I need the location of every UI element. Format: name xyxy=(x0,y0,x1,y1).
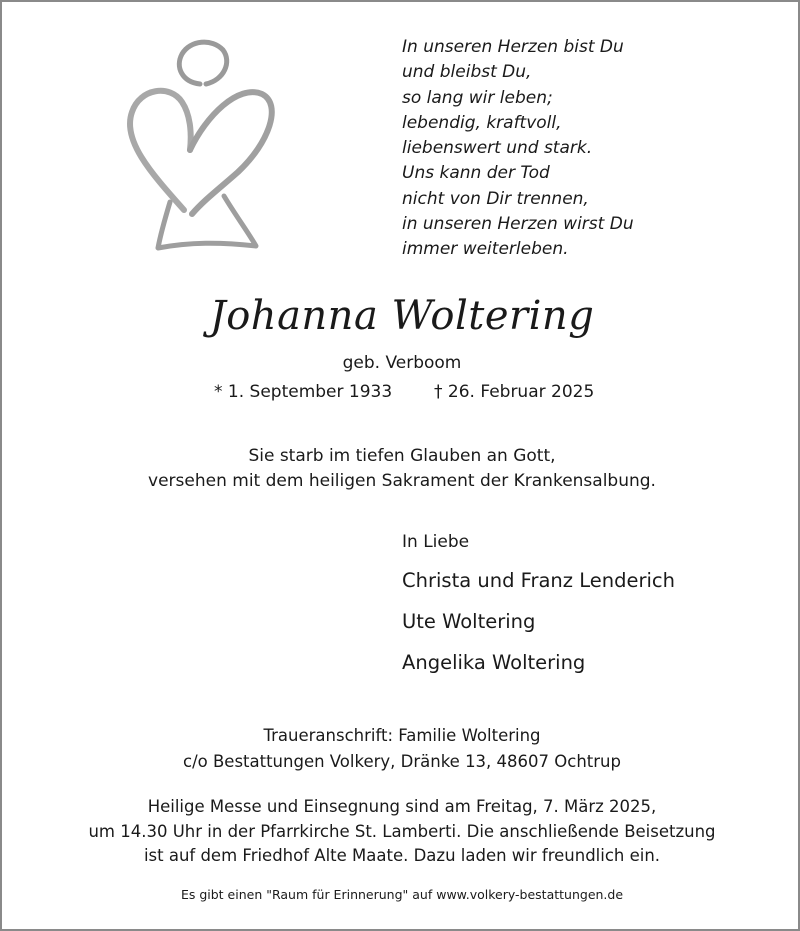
funeral-mass-info xyxy=(2,795,800,869)
mourner-name: Angelika Woltering xyxy=(402,651,586,674)
mourning-address-line: Traueranschrift: Familie Woltering xyxy=(263,726,541,745)
footer-text: Es gibt einen "Raum für Erinnerung" auf xyxy=(180,887,433,902)
poem-line: in unseren Herzen wirst Du xyxy=(402,214,634,235)
poem-line: Uns kann der Tod xyxy=(402,163,550,184)
mass-line: Heilige Messe und Einsegnung sind am Freitag, 7. März 2025, xyxy=(147,797,657,816)
angel-heart-icon xyxy=(120,32,280,257)
poem-line: und bleibst Du, xyxy=(402,62,532,83)
poem-line: liebenswert und stark. xyxy=(402,138,593,159)
mourners-intro: In Liebe xyxy=(402,532,470,552)
death-date: † 26. Februar 2025 xyxy=(434,382,595,402)
memorial-website-link[interactable]: www.volkery-bestattungen.de xyxy=(436,887,624,902)
poem-line: In unseren Herzen bist Du xyxy=(402,37,624,57)
mourner-name: Christa und Franz Lenderich xyxy=(402,569,675,592)
faith-line: versehen mit dem heiligen Sakrament der Krankensalbung. xyxy=(148,471,656,491)
faith-line: Sie starb im tiefen Glauben an Gott, xyxy=(248,446,556,466)
deceased-name: Johanna Woltering xyxy=(209,293,595,339)
mourning-address-line: c/o Bestattungen Volkery, Dränke 13, 48607 Ochtrup xyxy=(183,752,621,771)
birth-date: * 1. September 1933 xyxy=(214,382,393,402)
memorial-footer xyxy=(2,887,800,902)
faith-statement xyxy=(2,444,800,494)
poem-line: lebendig, kraftvoll, xyxy=(402,112,562,133)
poem-line: nicht von Dir trennen, xyxy=(402,188,589,209)
mass-line: ist auf dem Friedhof Alte Maate. Dazu laden wir freundlich ein. xyxy=(143,846,661,865)
poem xyxy=(402,35,634,263)
poem-line: so lang wir leben; xyxy=(402,87,553,108)
mourner-name: Ute Woltering xyxy=(402,610,536,633)
birth-name: geb. Verboom xyxy=(342,353,462,373)
mass-line: um 14.30 Uhr in der Pfarrkirche St. Lamberti. Die anschließende Beisetzung xyxy=(88,821,716,841)
poem-line: immer weiterleben. xyxy=(402,239,569,260)
